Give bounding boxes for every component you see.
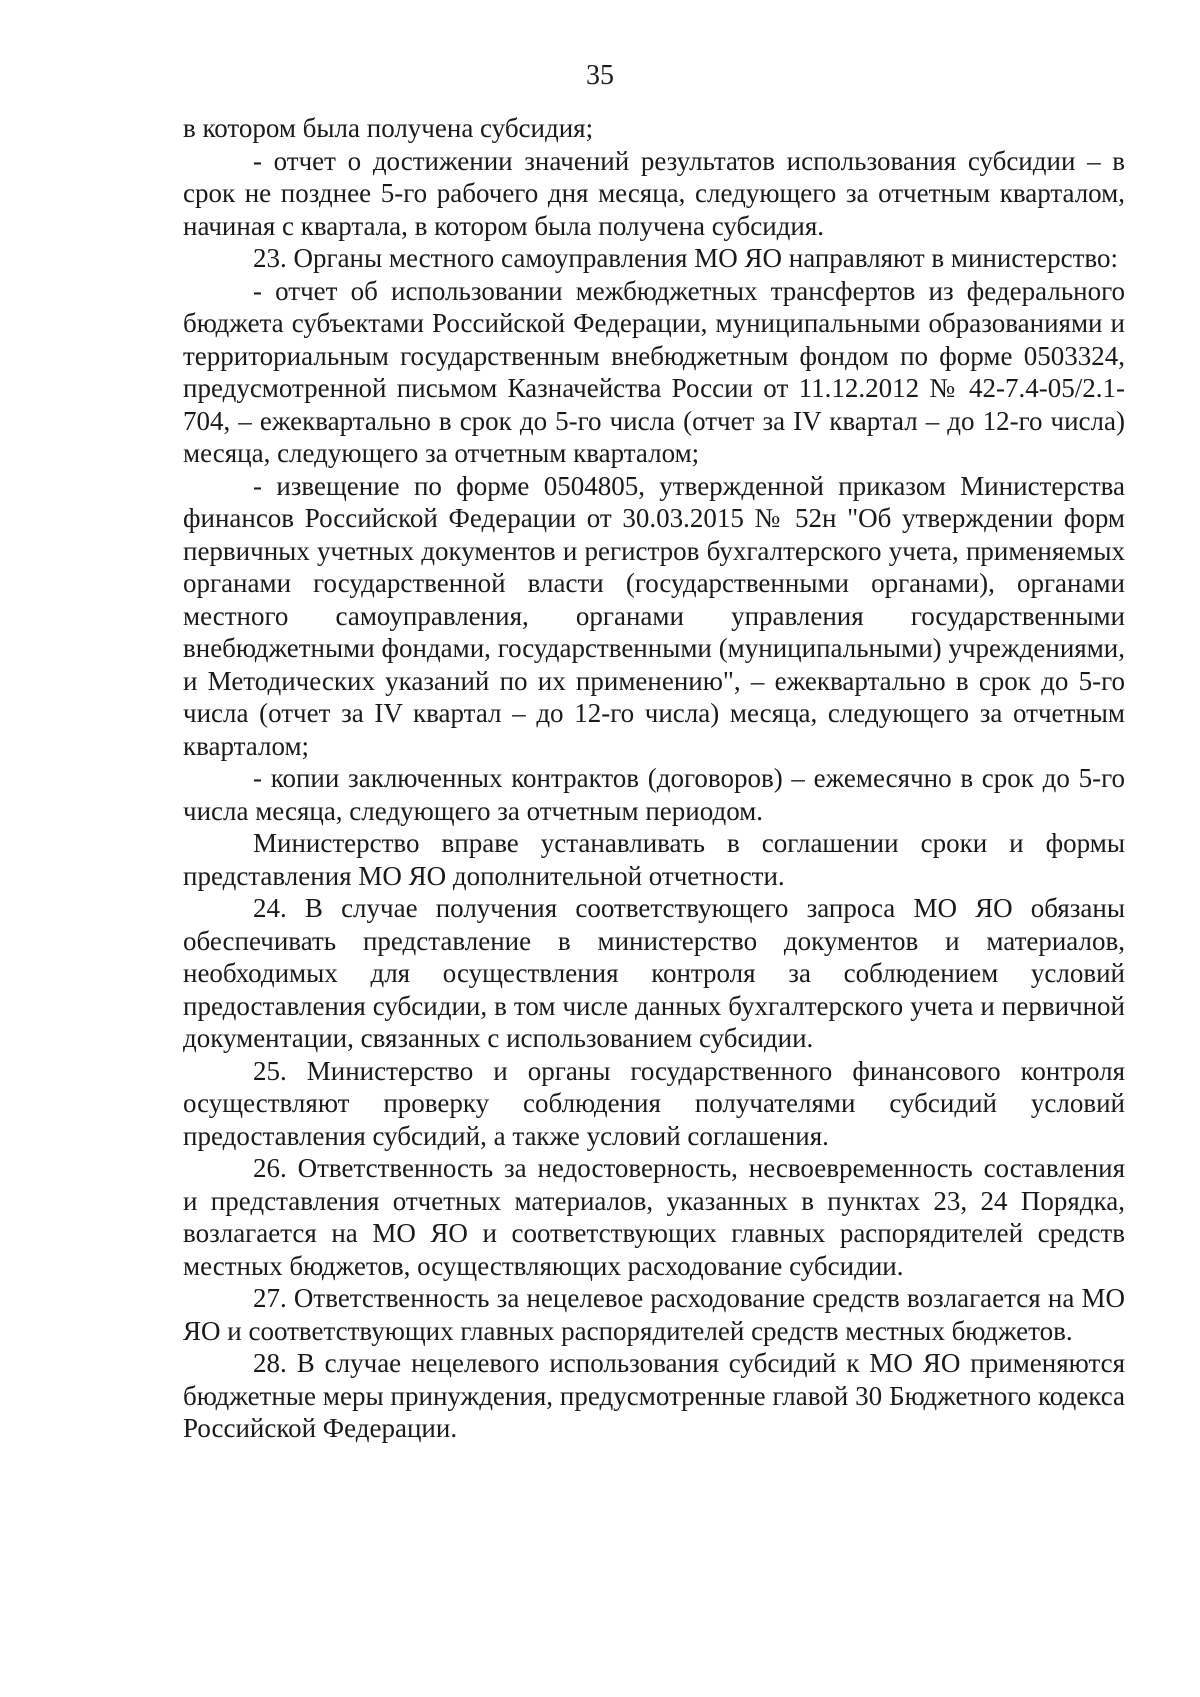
paragraph-25: 25. Министерство и органы государственного финансового контроля осуществляют проверку соблюдения получателями субсидий условий предоставления субсидий, а также условий соглашения. xyxy=(183,1055,1125,1151)
paragraph-report-results: - отчет о достижении значений результатов использования субсидии – в срок не позднее 5-го рабочего дня месяца, следующего за отчетным кварталом, начиная с квартала, в котором была получена субсидия. xyxy=(183,145,1125,241)
paragraph-contract-copies: - копии заключенных контрактов (договоров) – ежемесячно в срок до 5-го числа месяца, следующего за отчетным периодом. xyxy=(183,763,1125,826)
paragraph-24: 24. В случае получения соответствующего запроса МО ЯО обязаны обеспечивать представление в министерство документов и материалов, необходимых для осуществления контроля за соблюдением условий предоставления субсидии, в том числе данных бухгалтерского учета и первичной документации, связанных с использованием субсидии. xyxy=(183,893,1125,1053)
paragraph-28: 28. В случае нецелевого использования субсидий к МО ЯО применяются бюджетные меры принуждения, предусмотренные главой 30 Бюджетного кодекса Российской Федерации. xyxy=(183,1348,1125,1443)
paragraph-27: 27. Ответственность за нецелевое расходование средств возлагается на МО ЯО и соответствующих главных распорядителей средств местных бюджетов. xyxy=(183,1283,1125,1346)
paragraph-continuation: в котором была получена субсидия; xyxy=(183,113,594,143)
paragraph-notice-form: - извещение по форме 0504805, утвержденной приказом Министерства финансов Российской Федерации от 30.03.2015 № 52н "Об утверждении форм первичных учетных документов и регистров бухгалтерского учета, применяемых органами государственной власти (государственными органами), органами местного самоуправления, органами управления государственными внебюджетными фондами, государственными (муниципальными) учреждениями, и Методических указаний по их применению", – ежеквартально в срок до 5-го числа (отчет за IV квартал – до 12-го числа) месяца, следующего за отчетным кварталом; xyxy=(183,470,1125,761)
paragraph-23: 23. Органы местного самоуправления МО ЯО направляют в министерство: xyxy=(253,243,1118,273)
paragraph-report-transfers: - отчет об использовании межбюджетных трансфертов из федерального бюджета субъектами Российской Федерации, муниципальными образованиями и территориальным государственным внебюджетным фондом по форме 0503324, предусмотренной письмом Казначейства России от 11.12.2012 № 42-7.4-05/2.1-704, – ежеквартально в срок до 5-го числа (отчет за IV квартал – до 12-го числа) месяца, следующего за отчетным кварталом; xyxy=(183,275,1125,468)
page-number: 35 xyxy=(586,60,614,91)
paragraph-26: 26. Ответственность за недостоверность, несвоевременность составления и представления отчетных материалов, указанных в пунктах 23, 24 Порядка, возлагается на МО ЯО и соответствующих главных распорядителей средств местных бюджетов, осуществляющих расходование субсидии. xyxy=(183,1153,1125,1281)
document-body xyxy=(183,112,1125,1445)
paragraph-ministry-rights: Министерство вправе устанавливать в соглашении сроки и формы представления МО ЯО дополнительной отчетности. xyxy=(183,828,1125,891)
